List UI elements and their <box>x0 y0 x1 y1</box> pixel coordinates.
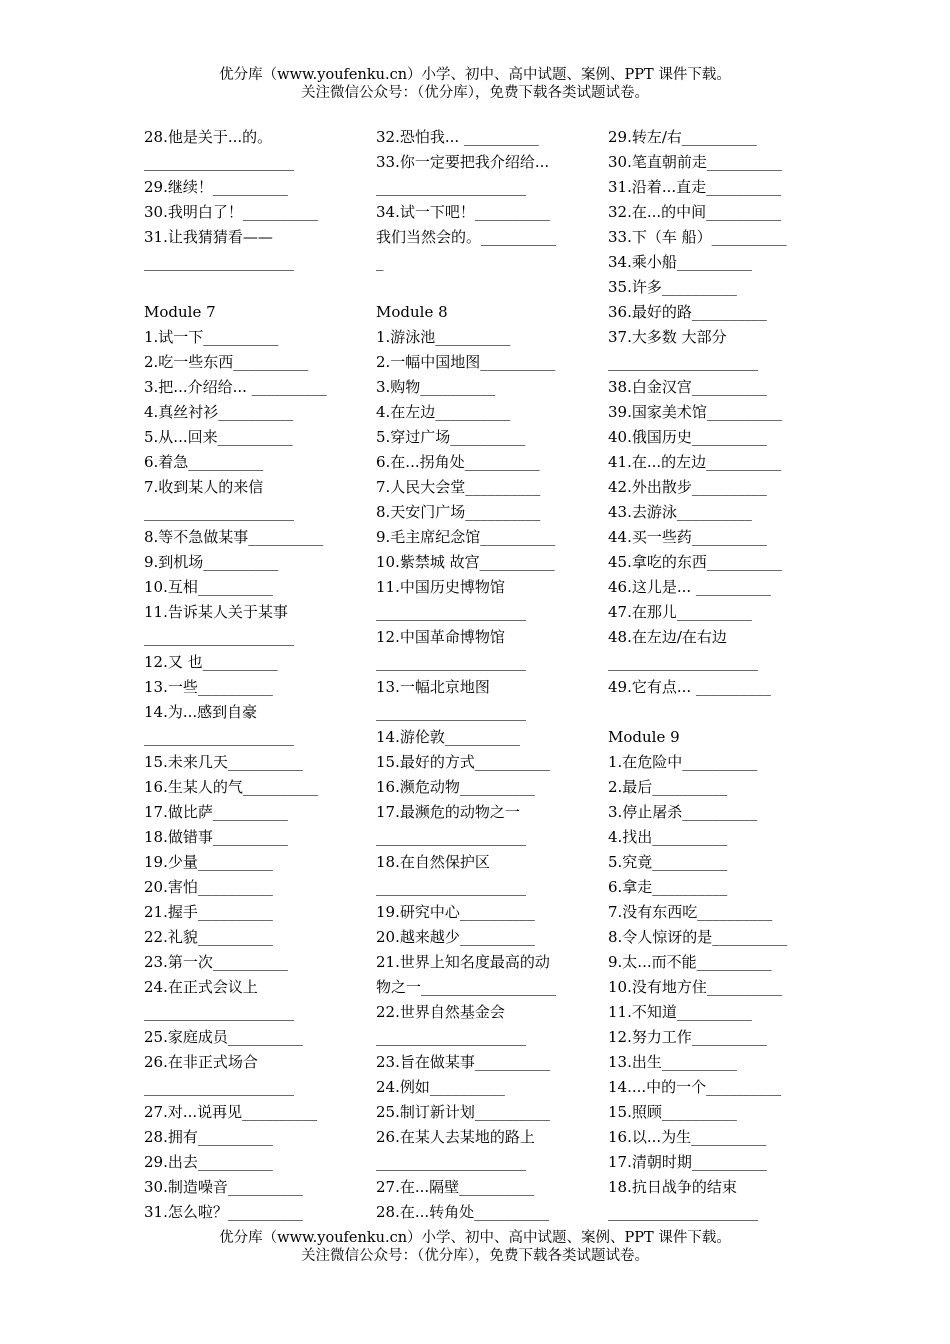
vocab-line: 12.又 也__________ <box>144 653 278 671</box>
vocab-line: 21.世界上知名度最高的动 <box>376 953 550 971</box>
vocab-line: 11.不知道__________ <box>608 1003 752 1021</box>
vocab-line: 40.俄国历史__________ <box>608 428 767 446</box>
vocab-line: 1.游泳池__________ <box>376 328 511 346</box>
vocab-line: 24.例如__________ <box>376 1078 505 1096</box>
vocab-line: _ <box>376 253 384 271</box>
vocab-line: ____________________ <box>376 703 526 721</box>
vocab-line: 12.努力工作__________ <box>608 1028 767 1046</box>
vocab-line: 10.紫禁城 故宫__________ <box>376 553 555 571</box>
vocab-line: 30.我明白了！__________ <box>144 203 318 221</box>
vocab-line: ____________________ <box>376 1153 526 1171</box>
vocab-line: 15.最好的方式__________ <box>376 753 550 771</box>
vocab-line: Module 7 <box>144 303 216 321</box>
footer-line-1: 优分库（www.youfenku.cn）小学、初中、高中试题、案例、PPT 课件下载。 <box>219 1230 731 1246</box>
vocab-line: 17.最濒危的动物之一 <box>376 803 520 821</box>
vocab-line: 41.在...的左边__________ <box>608 453 782 471</box>
column-3 <box>608 125 823 1225</box>
vocab-line: 49.它有点... __________ <box>608 678 771 696</box>
page-header <box>0 66 950 102</box>
vocab-line: 28.在...转角处__________ <box>376 1203 550 1221</box>
vocab-line: 23.第一次__________ <box>144 953 288 971</box>
vocab-line: 3.停止屠杀__________ <box>608 803 758 821</box>
vocab-line: 9.到机场__________ <box>144 553 279 571</box>
vocab-line: 6.拿走__________ <box>608 878 728 896</box>
page-footer <box>0 1229 950 1265</box>
vocab-line: 19.少量__________ <box>144 853 273 871</box>
vocab-line: 16.以...为生__________ <box>608 1128 767 1146</box>
vocab-line: 27.对...说再见__________ <box>144 1103 318 1121</box>
vocab-line: 31.沿着...直走__________ <box>608 178 782 196</box>
vocab-line: 11.中国历史博物馆 <box>376 578 505 596</box>
vocab-line: 7.人民大会堂__________ <box>376 478 541 496</box>
vocab-line: 19.研究中心__________ <box>376 903 535 921</box>
column-2 <box>376 125 591 1225</box>
vocab-line: 17.清朝时期__________ <box>608 1153 767 1171</box>
vocab-line: 2.最后__________ <box>608 778 728 796</box>
vocab-line: 37.大多数 大部分 <box>608 328 727 346</box>
vocab-line: 15.未来几天__________ <box>144 753 303 771</box>
vocab-line: 21.握手__________ <box>144 903 273 921</box>
vocab-line: 48.在左边/在右边 <box>608 628 727 646</box>
vocab-line: 36.最好的路__________ <box>608 303 767 321</box>
vocab-line: 16.濒危动物__________ <box>376 778 535 796</box>
vocab-line: ____________________ <box>144 628 294 646</box>
vocab-line: 39.国家美术馆__________ <box>608 403 782 421</box>
vocab-line <box>376 275 591 300</box>
vocab-line: 18.做错事__________ <box>144 828 288 846</box>
vocab-line: 14....中的一个__________ <box>608 1078 782 1096</box>
vocab-line: 33.下（车 船）__________ <box>608 228 787 246</box>
vocab-line: 42.外出散步__________ <box>608 478 767 496</box>
vocab-line: 31.让我猜猜看—— <box>144 228 273 246</box>
vocab-line: 29.继续！__________ <box>144 178 288 196</box>
vocab-line: 13.一些__________ <box>144 678 273 696</box>
vocab-line: 47.在那儿__________ <box>608 603 752 621</box>
vocab-line: 6.在...拐角处__________ <box>376 453 540 471</box>
vocab-line: ____________________ <box>376 603 526 621</box>
vocab-line: ____________________ <box>376 653 526 671</box>
vocab-line: 22.礼貌__________ <box>144 928 273 946</box>
vocab-line: 4.真丝衬衫__________ <box>144 403 294 421</box>
vocab-line: 3.把...介绍给... __________ <box>144 378 327 396</box>
vocab-line: 11.告诉某人关于某事 <box>144 603 288 621</box>
vocab-line: 28.拥有__________ <box>144 1128 273 1146</box>
vocab-line: 30.笔直朝前走__________ <box>608 153 782 171</box>
vocab-line: 5.从...回来__________ <box>144 428 293 446</box>
vocab-line: 6.着急__________ <box>144 453 264 471</box>
vocab-line: ____________________ <box>608 653 758 671</box>
vocab-line: ____________________ <box>376 178 526 196</box>
vocab-line: 28.他是关于...的。 <box>144 128 273 146</box>
vocab-line: 10.没有地方住__________ <box>608 978 782 996</box>
vocab-line: 27.在...隔壁__________ <box>376 1178 535 1196</box>
vocab-line: 25.家庭成员__________ <box>144 1028 303 1046</box>
vocab-line: 20.害怕__________ <box>144 878 273 896</box>
vocab-line <box>608 700 823 725</box>
vocab-line <box>144 275 359 300</box>
vocab-line: 2.一幅中国地图__________ <box>376 353 556 371</box>
vocab-line: 2.吃一些东西__________ <box>144 353 309 371</box>
vocab-line: 1.在危险中__________ <box>608 753 758 771</box>
vocab-line: 18.抗日战争的结束 <box>608 1178 737 1196</box>
vocab-line: ____________________ <box>376 878 526 896</box>
vocab-line: 35.许多__________ <box>608 278 737 296</box>
vocab-line: 10.互相__________ <box>144 578 273 596</box>
vocab-line: 43.去游泳__________ <box>608 503 752 521</box>
vocab-line: 18.在自然保护区 <box>376 853 490 871</box>
vocab-line: 5.穿过广场__________ <box>376 428 526 446</box>
vocab-line: 31.怎么啦？__________ <box>144 1203 303 1221</box>
vocab-line: 32.在...的中间__________ <box>608 203 782 221</box>
vocab-line: 物之一__________________ <box>376 978 557 996</box>
vocab-line: 26.在非正式场合 <box>144 1053 258 1071</box>
vocab-line: 44.买一些药__________ <box>608 528 767 546</box>
vocab-line: 23.旨在做某事__________ <box>376 1053 550 1071</box>
vocab-line: 34.试一下吧！__________ <box>376 203 550 221</box>
vocab-line: ____________________ <box>608 353 758 371</box>
vocab-line: 20.越来越少__________ <box>376 928 535 946</box>
vocab-line: 45.拿吃的东西__________ <box>608 553 782 571</box>
vocab-line: 29.出去__________ <box>144 1153 273 1171</box>
vocab-line: 24.在正式会议上 <box>144 978 258 996</box>
vocab-line: 我们当然会的。__________ <box>376 228 557 246</box>
vocab-line: 14.为...感到自豪 <box>144 703 258 721</box>
vocab-line: 7.没有东西吃__________ <box>608 903 773 921</box>
vocab-line: ____________________ <box>144 253 294 271</box>
vocab-line: 25.制订新计划__________ <box>376 1103 550 1121</box>
vocab-line: 9.太...而不能__________ <box>608 953 772 971</box>
vocab-line: 4.在左边__________ <box>376 403 511 421</box>
vocab-line: 12.中国革命博物馆 <box>376 628 505 646</box>
vocab-line: 15.照顾__________ <box>608 1103 737 1121</box>
header-line-2: 关注微信公众号：（优分库），免费下载各类试题试卷。 <box>301 85 649 101</box>
vocab-line: 14.游伦敦__________ <box>376 728 520 746</box>
vocab-line: 26.在某人去某地的路上 <box>376 1128 535 1146</box>
vocab-line: 38.白金汉宫__________ <box>608 378 767 396</box>
vocab-line: 17.做比萨__________ <box>144 803 288 821</box>
vocab-line: ____________________ <box>144 728 294 746</box>
vocab-line: 22.世界自然基金会 <box>376 1003 505 1021</box>
vocab-line: ____________________ <box>144 503 294 521</box>
column-1 <box>144 125 359 1225</box>
vocab-line: 29.转左/右__________ <box>608 128 757 146</box>
vocab-line: 34.乘小船__________ <box>608 253 752 271</box>
vocab-line: ____________________ <box>376 828 526 846</box>
vocab-line: Module 8 <box>376 303 448 321</box>
vocab-line: 33.你一定要把我介绍给... <box>376 153 550 171</box>
vocab-line: 5.究竟__________ <box>608 853 728 871</box>
vocab-line: 30.制造噪音__________ <box>144 1178 303 1196</box>
vocab-line: ____________________ <box>144 1078 294 1096</box>
vocab-line: 16.生某人的气__________ <box>144 778 318 796</box>
vocab-line: 8.等不急做某事__________ <box>144 528 324 546</box>
vocab-line: ____________________ <box>144 1003 294 1021</box>
vocab-line: ____________________ <box>376 1028 526 1046</box>
vocab-line: 8.令人惊讶的是__________ <box>608 928 788 946</box>
header-line-1: 优分库（www.youfenku.cn）小学、初中、高中试题、案例、PPT 课件下载。 <box>219 67 731 83</box>
vocab-line: 3.购物__________ <box>376 378 496 396</box>
vocab-line: 13.一幅北京地图 <box>376 678 490 696</box>
vocab-line: 46.这儿是... __________ <box>608 578 771 596</box>
vocab-line: 9.毛主席纪念馆__________ <box>376 528 556 546</box>
vocab-line: 7.收到某人的来信 <box>144 478 264 496</box>
footer-line-2: 关注微信公众号：（优分库），免费下载各类试题试卷。 <box>301 1248 649 1264</box>
vocab-line: 13.出生__________ <box>608 1053 737 1071</box>
vocab-line: 8.天安门广场__________ <box>376 503 541 521</box>
vocab-line: 32.恐怕我... __________ <box>376 128 539 146</box>
vocab-line: 4.找出__________ <box>608 828 728 846</box>
vocab-line: 1.试一下__________ <box>144 328 279 346</box>
vocab-line: Module 9 <box>608 728 680 746</box>
vocab-line: ____________________ <box>144 153 294 171</box>
vocab-line: ____________________ <box>608 1203 758 1221</box>
